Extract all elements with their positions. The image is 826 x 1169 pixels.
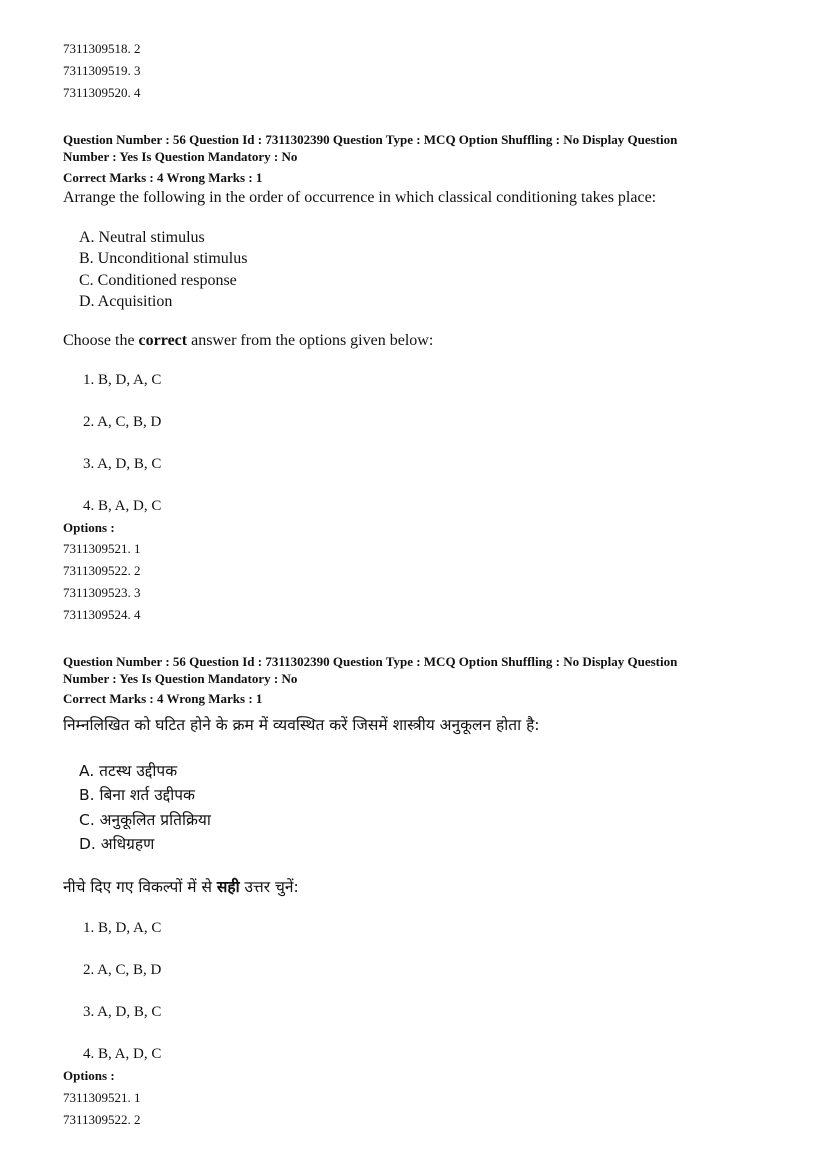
option-id-line: 7311309520. 4 [63,85,141,100]
answer-choice: 4. B, A, D, C [83,498,162,514]
question-meta-line2: Number : Yes Is Question Mandatory : No [63,671,298,686]
option-id-line: 7311309524. 4 [63,607,141,622]
option-id-line: 7311309518. 2 [63,41,141,56]
option-id-line: 7311309521. 1 [63,1090,141,1105]
option-id-line: 7311309521. 1 [63,541,141,556]
choose-instruction [63,876,299,898]
question-stem: Arrange the following in the order of occurrence in which classical conditioning takes place: [63,189,657,206]
choose-suffix: उत्तर चुनें: [239,878,299,896]
question-meta-line2: Number : Yes Is Question Mandatory : No [63,149,298,164]
question-item: D. Acquisition [79,293,173,310]
options-label: Options : [63,1068,115,1083]
choose-prefix: Choose the [63,332,139,349]
choose-suffix: answer from the options given below: [187,332,434,349]
answer-choice: 3. A, D, B, C [83,456,162,472]
question-item: C. Conditioned response [79,272,237,289]
question-item: C. अनुकूलित प्रतिक्रिया [79,811,211,829]
answer-choice: 2. A, C, B, D [83,962,162,978]
question-stem: निम्नलिखित को घटित होने के क्रम में व्यवस्थित करें जिसमें शास्त्रीय अनुकूलन होता है: [63,716,540,734]
option-id-line: 7311309522. 2 [63,563,141,578]
answer-choice: 1. B, D, A, C [83,372,162,388]
options-label: Options : [63,520,115,535]
answer-choice: 1. B, D, A, C [83,920,162,936]
question-item: B. Unconditional stimulus [79,250,248,267]
question-meta-line1: Question Number : 56 Question Id : 7311302390 Question Type : MCQ Option Shuffling : No Display Question [63,132,678,147]
option-id-line: 7311309522. 2 [63,1112,141,1127]
question-item: D. अधिग्रहण [79,835,155,853]
choose-instruction [63,331,433,351]
question-marks: Correct Marks : 4 Wrong Marks : 1 [63,691,263,706]
option-id-line: 7311309519. 3 [63,63,141,78]
answer-choice: 2. A, C, B, D [83,414,162,430]
answer-choice: 3. A, D, B, C [83,1004,162,1020]
question-marks: Correct Marks : 4 Wrong Marks : 1 [63,170,263,185]
question-item: A. Neutral stimulus [79,229,205,246]
choose-prefix: नीचे दिए गए विकल्पों में से [63,878,217,896]
choose-bold: correct [138,332,188,349]
choose-bold: सही [216,878,240,896]
question-item: A. तटस्थ उद्दीपक [79,762,178,780]
question-meta-line1: Question Number : 56 Question Id : 7311302390 Question Type : MCQ Option Shuffling : No Display Question [63,654,678,669]
option-id-line: 7311309523. 3 [63,585,141,600]
answer-choice: 4. B, A, D, C [83,1046,162,1062]
question-item: B. बिना शर्त उद्दीपक [79,786,195,804]
